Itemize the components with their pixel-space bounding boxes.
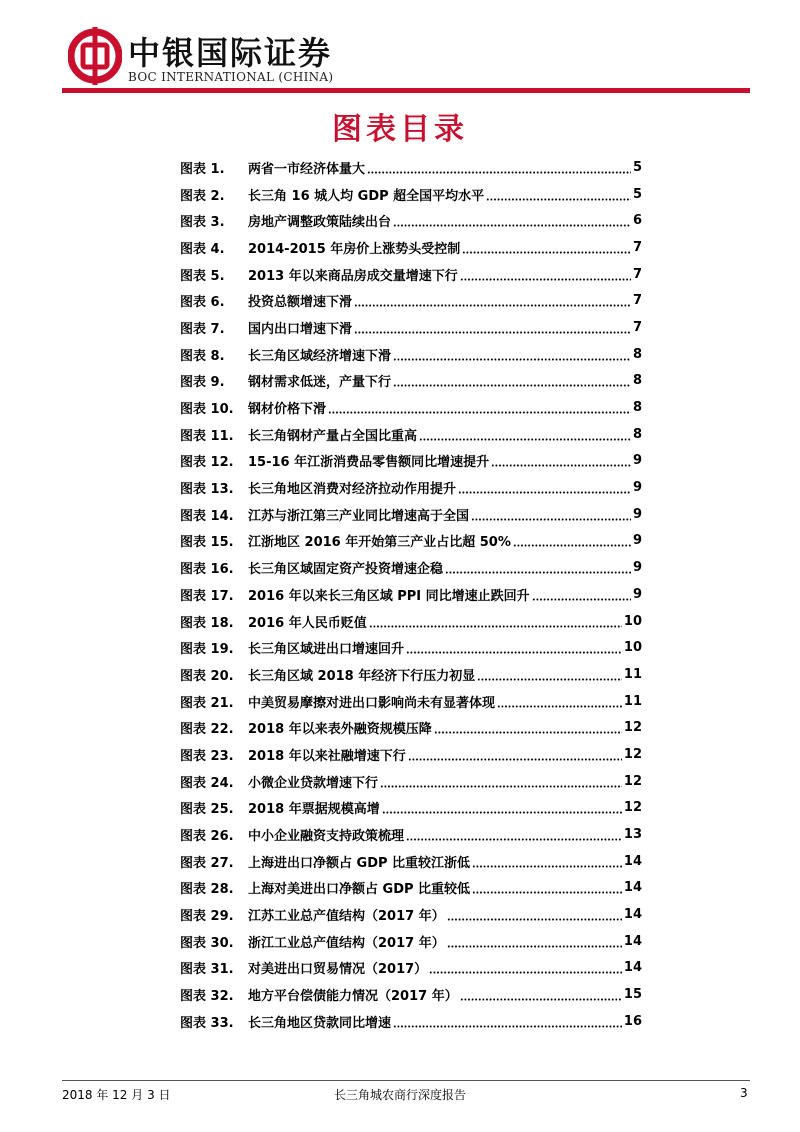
toc-item-title: 长三角地区贷款同比增速 [248, 1015, 392, 1031]
toc-dot-leader [447, 935, 622, 948]
toc-dot-leader [477, 668, 622, 681]
toc-dot-leader [419, 428, 631, 441]
toc-item-title: 江苏工业总产值结构（2017 年） [248, 909, 445, 925]
toc-item-title: 两省一市经济体量大 [248, 161, 366, 177]
toc-dot-leader [472, 881, 622, 894]
toc-item-number: 图表 31. [180, 962, 234, 978]
toc-dot-leader [460, 268, 631, 281]
toc-dot-leader [471, 508, 631, 521]
toc-dot-leader [328, 401, 631, 414]
footer-page-number: 3 [740, 1086, 748, 1100]
toc-item-number: 图表 6. [180, 295, 225, 311]
toc-item-page: 14 [623, 853, 642, 869]
toc-item[interactable] [180, 981, 642, 1008]
toc-item-number: 图表 17. [180, 588, 234, 604]
toc-item-number: 图表 12. [180, 455, 234, 471]
footer-date: 2018 年 12 月 3 日 [62, 1088, 171, 1102]
toc-dot-leader [393, 348, 631, 361]
toc-item-number: 图表 19. [180, 642, 234, 658]
toc-item-page: 14 [623, 880, 642, 896]
toc-item[interactable] [180, 341, 642, 368]
toc-item-page: 9 [632, 586, 642, 602]
toc-item-page: 12 [623, 773, 642, 789]
toc-item-number: 图表 2. [180, 188, 225, 204]
toc-item[interactable] [180, 821, 642, 848]
toc-dot-leader [429, 961, 622, 974]
toc-dot-leader [513, 534, 631, 547]
toc-item-number: 图表 20. [180, 668, 234, 684]
toc-dot-leader [462, 241, 631, 254]
toc-item-title: 长三角 16 城人均 GDP 超全国平均水平 [248, 188, 485, 204]
toc-dot-leader [408, 748, 622, 761]
toc-item[interactable] [180, 1008, 642, 1035]
toc-item[interactable] [180, 634, 642, 661]
toc-item-page: 7 [632, 319, 642, 335]
toc-item-title: 中美贸易摩擦对进出口影响尚未有显著体现 [248, 695, 496, 711]
toc-item-page: 10 [623, 613, 642, 629]
toc-item-number: 图表 30. [180, 935, 234, 951]
toc-item-page: 7 [632, 239, 642, 255]
toc-dot-leader [367, 161, 631, 174]
toc-item[interactable] [180, 261, 642, 288]
toc-item-page: 16 [623, 1013, 642, 1029]
toc-item-page: 8 [632, 426, 642, 442]
toc-item-number: 图表 9. [180, 375, 225, 391]
toc-item-number: 图表 25. [180, 802, 234, 818]
toc-item-page: 14 [623, 933, 642, 949]
toc-dot-leader [434, 721, 622, 734]
toc-dot-leader [406, 828, 622, 841]
toc-item-title: 15-16 年江浙消费品零售额同比增速提升 [248, 455, 490, 471]
toc-item-page: 14 [623, 907, 642, 923]
toc-item[interactable] [180, 501, 642, 528]
toc-item[interactable] [180, 154, 642, 181]
footer-divider [62, 1080, 750, 1081]
toc-dot-leader [445, 561, 631, 574]
toc-item-title: 长三角区域固定资产投资增速企稳 [248, 562, 444, 578]
toc-item[interactable] [180, 368, 642, 395]
toc-item-title: 长三角区域经济增速下滑 [248, 348, 392, 364]
toc-item[interactable] [180, 581, 642, 608]
toc-item-page: 8 [632, 373, 642, 389]
toc-item-page: 13 [623, 827, 642, 843]
toc-dot-leader [497, 695, 622, 708]
toc-item-title: 2018 年票据规模高增 [248, 802, 380, 818]
toc-item-number: 图表 4. [180, 241, 225, 257]
toc-item-page: 8 [632, 400, 642, 416]
toc-item-title: 2018 年以来社融增速下行 [248, 748, 406, 764]
toc-item[interactable] [180, 714, 642, 741]
toc-item-title: 2013 年以来商品房成交量增速下行 [248, 268, 458, 284]
toc-item-page: 12 [623, 720, 642, 736]
toc-item[interactable] [180, 768, 642, 795]
toc-item[interactable] [180, 795, 642, 822]
toc-item-number: 图表 3. [180, 215, 225, 231]
toc-item-number: 图表 23. [180, 748, 234, 764]
toc-item-title: 长三角钢材产量占全国比重高 [248, 428, 418, 444]
toc-item-number: 图表 13. [180, 482, 234, 498]
toc-item-page: 11 [623, 666, 642, 682]
toc-item-page: 5 [632, 186, 642, 202]
toc-item[interactable] [180, 448, 642, 475]
toc-item-page: 9 [632, 480, 642, 496]
toc-item-number: 图表 7. [180, 321, 225, 337]
toc-dot-leader [406, 641, 622, 654]
toc-item[interactable] [180, 528, 642, 555]
toc-item-number: 图表 5. [180, 268, 225, 284]
toc-item-title: 长三角区域 2018 年经济下行压力初显 [248, 668, 476, 684]
toc-item[interactable] [180, 928, 642, 955]
toc-item-page: 7 [632, 293, 642, 309]
toc-item-page: 15 [623, 987, 642, 1003]
toc-item[interactable] [180, 181, 642, 208]
toc-item-number: 图表 1. [180, 161, 225, 177]
toc-dot-leader [458, 481, 631, 494]
toc-item-title: 2016 年以来长三角区域 PPI 同比增速止跌回升 [248, 588, 530, 604]
toc-item-title: 浙江工业总产值结构（2017 年） [248, 935, 445, 951]
toc-item[interactable] [180, 955, 642, 982]
toc-item-page: 9 [632, 560, 642, 576]
toc-item[interactable] [180, 207, 642, 234]
toc-item-title: 中小企业融资支持政策梳理 [248, 829, 405, 845]
toc-item-page: 14 [623, 960, 642, 976]
toc-item-number: 图表 21. [180, 695, 234, 711]
toc-item-number: 图表 33. [180, 1015, 234, 1031]
toc-item-page: 8 [632, 346, 642, 362]
toc-dot-leader [393, 1015, 622, 1028]
toc-item-title: 对美进出口贸易情况（2017） [248, 962, 428, 978]
toc-item-title: 上海进出口净额占 GDP 比重较江浙低 [248, 855, 471, 871]
toc-item[interactable] [180, 741, 642, 768]
toc-item-page: 9 [632, 533, 642, 549]
toc-item-title: 地方平台偿债能力情况（2017 年） [248, 989, 458, 1005]
toc-item[interactable] [180, 901, 642, 928]
toc-item-title: 长三角区域进出口增速回升 [248, 642, 405, 658]
toc-dot-leader [393, 374, 631, 387]
toc-item[interactable] [180, 661, 642, 688]
toc-item-number: 图表 8. [180, 348, 225, 364]
toc-dot-leader [447, 908, 622, 921]
toc-item-page: 12 [623, 746, 642, 762]
toc-dot-leader [472, 855, 622, 868]
toc-item-number: 图表 14. [180, 508, 234, 524]
toc-item-title: 投资总额增速下滑 [248, 295, 353, 311]
toc-dot-leader [380, 775, 622, 788]
toc-dot-leader [354, 321, 631, 334]
toc-item[interactable] [180, 234, 642, 261]
brand-name-en: BOC INTERNATIONAL (CHINA) [128, 70, 334, 84]
toc-item-title: 2018 年以来表外融资规模压降 [248, 722, 432, 738]
toc-item[interactable] [180, 688, 642, 715]
toc-item-page: 9 [632, 506, 642, 522]
toc-item-page: 6 [632, 213, 642, 229]
toc-item-title: 钢材需求低迷，产量下行 [248, 375, 392, 391]
toc-item-number: 图表 24. [180, 775, 234, 791]
toc-item-title: 房地产调整政策陆续出台 [248, 215, 392, 231]
toc-dot-leader [460, 988, 622, 1001]
boc-logo-icon [68, 26, 122, 86]
toc-item-page: 11 [623, 693, 642, 709]
toc-item-number: 图表 11. [180, 428, 234, 444]
toc-item-number: 图表 27. [180, 855, 234, 871]
toc-item[interactable] [180, 287, 642, 314]
toc-dot-leader [382, 801, 622, 814]
toc-item-title: 国内出口增速下滑 [248, 321, 353, 337]
toc-item-number: 图表 26. [180, 829, 234, 845]
toc-item[interactable] [180, 848, 642, 875]
toc-item-number: 图表 28. [180, 882, 234, 898]
page-title: 图表目录 [332, 112, 468, 147]
toc-item[interactable] [180, 875, 642, 902]
toc-list [180, 154, 642, 1035]
toc-item-page: 5 [632, 159, 642, 175]
toc-dot-leader [393, 214, 631, 227]
toc-item-title: 江浙地区 2016 年开始第三产业占比超 50% [248, 535, 511, 551]
toc-dot-leader [354, 294, 631, 307]
toc-item-number: 图表 15. [180, 535, 234, 551]
toc-item-title: 小微企业贷款增速下行 [248, 775, 379, 791]
toc-item-page: 7 [632, 266, 642, 282]
toc-item-page: 9 [632, 453, 642, 469]
toc-dot-leader [486, 188, 631, 201]
toc-dot-leader [491, 454, 631, 467]
toc-item[interactable] [180, 474, 642, 501]
toc-item-number: 图表 29. [180, 909, 234, 925]
toc-item-title: 江苏与浙江第三产业同比增速高于全国 [248, 508, 470, 524]
toc-item[interactable] [180, 394, 642, 421]
toc-item-title: 2016 年人民币贬值 [248, 615, 367, 631]
toc-item-number: 图表 10. [180, 402, 234, 418]
toc-item-number: 图表 32. [180, 989, 234, 1005]
toc-item-page: 12 [623, 800, 642, 816]
toc-item-page: 10 [623, 640, 642, 656]
toc-item[interactable] [180, 314, 642, 341]
toc-item[interactable] [180, 554, 642, 581]
toc-item[interactable] [180, 421, 642, 448]
toc-item-number: 图表 16. [180, 562, 234, 578]
page-header [0, 0, 800, 100]
header-divider [62, 88, 750, 93]
toc-item[interactable] [180, 608, 642, 635]
toc-item-title: 2014-2015 年房价上涨势头受控制 [248, 241, 461, 257]
toc-item-title: 上海对美进出口净额占 GDP 比重较低 [248, 882, 471, 898]
toc-item-number: 图表 18. [180, 615, 234, 631]
brand-name-cn: 中银国际证券 [128, 34, 333, 72]
toc-dot-leader [369, 615, 622, 628]
toc-item-number: 图表 22. [180, 722, 234, 738]
footer-report-title: 长三角城农商行深度报告 [333, 1088, 466, 1102]
toc-item-title: 长三角地区消费对经济拉动作用提升 [248, 482, 457, 498]
toc-item-title: 钢材价格下滑 [248, 402, 327, 418]
toc-dot-leader [532, 588, 631, 601]
